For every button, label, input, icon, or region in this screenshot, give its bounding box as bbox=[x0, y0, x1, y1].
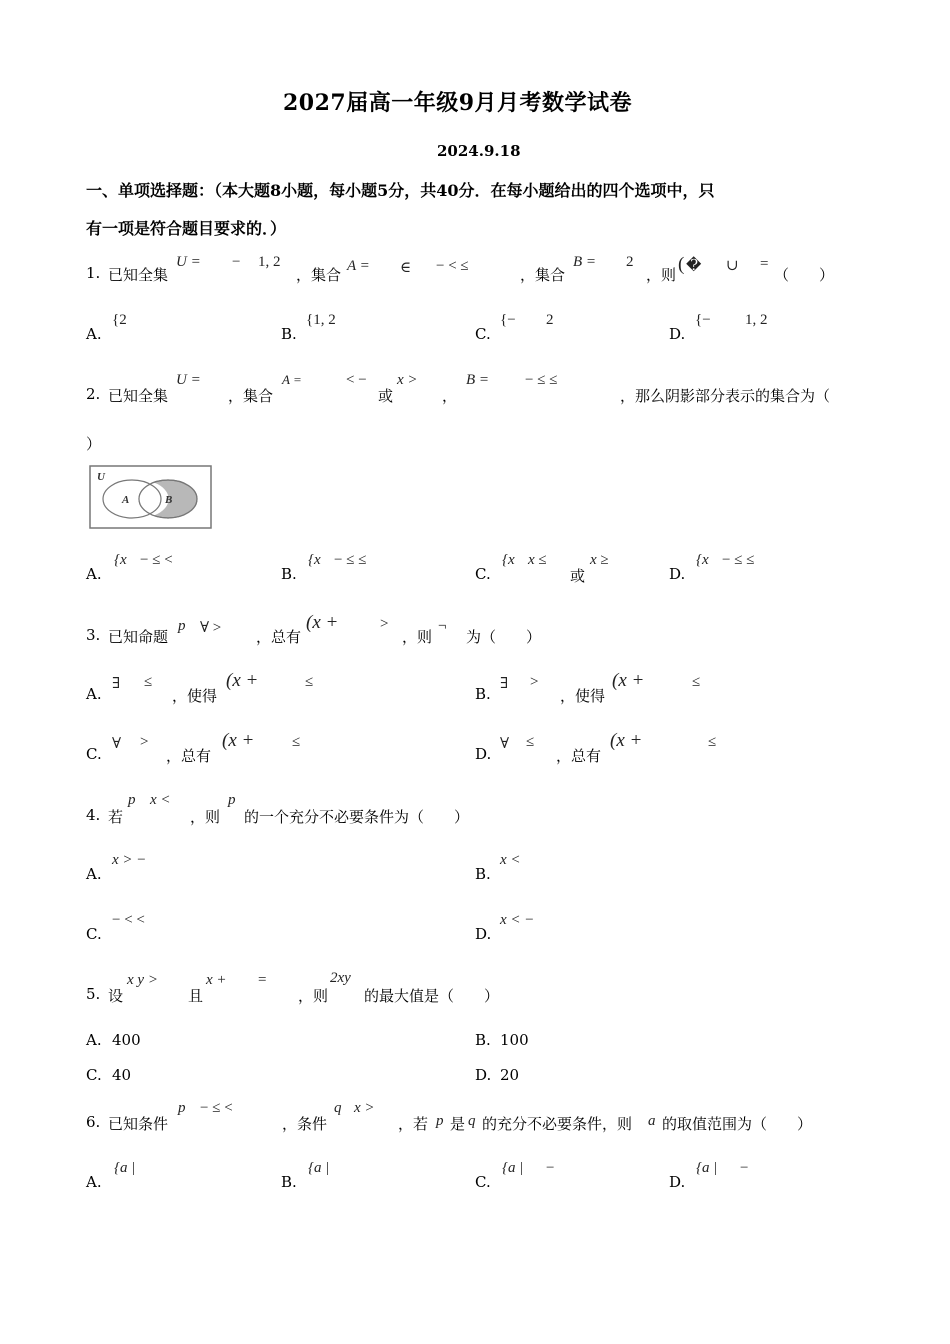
math-expression: p bbox=[178, 1100, 186, 1116]
math-expression: q bbox=[334, 1100, 342, 1116]
option-label: C. bbox=[86, 745, 102, 763]
math-expression: x > bbox=[354, 1100, 375, 1116]
venn-label-b: B bbox=[165, 494, 173, 506]
venn-label-u: U bbox=[97, 471, 105, 483]
option-label: C. bbox=[86, 1066, 102, 1084]
option-expression: {2 bbox=[112, 312, 127, 328]
math-expression: � bbox=[686, 258, 702, 274]
math-expression: > bbox=[380, 616, 389, 632]
math-expression: x > bbox=[397, 372, 418, 388]
question-text: ，集合 bbox=[228, 387, 274, 405]
option-label: B. bbox=[281, 1173, 297, 1191]
question-text: ，则 bbox=[298, 987, 329, 1005]
question-text: ，则 bbox=[402, 628, 433, 646]
question-text: 的一个充分不必要条件为（ ） bbox=[244, 808, 470, 826]
option-expression: ∀ bbox=[500, 736, 510, 752]
option-expression: {a | bbox=[696, 1160, 718, 1176]
option-label: C. bbox=[475, 1173, 491, 1191]
question-number: 2. bbox=[86, 385, 101, 403]
option-expression: > bbox=[530, 674, 539, 690]
question-text: ，则 bbox=[190, 808, 221, 826]
option-label: D. bbox=[475, 925, 492, 943]
question-text: ，集合 bbox=[296, 266, 342, 284]
option-label: B. bbox=[475, 1031, 491, 1049]
question-text: 的最大值是（ ） bbox=[364, 987, 500, 1005]
math-expression: a bbox=[648, 1113, 656, 1129]
option-expression: {1, 2 bbox=[306, 312, 336, 328]
option-label: D. bbox=[669, 565, 686, 583]
math-expression: < − bbox=[346, 372, 367, 388]
question-text: 的取值范围为（ ） bbox=[662, 1115, 813, 1133]
option-expression: − bbox=[740, 1160, 749, 1176]
math-expression: − ≤ < bbox=[200, 1100, 233, 1116]
option-expression: x < bbox=[500, 852, 521, 868]
option-text: ，使得 bbox=[560, 687, 606, 705]
option-expression: ≤ bbox=[144, 674, 153, 690]
answer-parentheses: （ ） bbox=[774, 266, 835, 284]
option-expression: {a | bbox=[502, 1160, 524, 1176]
question-text: ，条件 bbox=[282, 1115, 328, 1133]
math-expression: − ≤ ≤ bbox=[525, 372, 558, 388]
math-expression: = bbox=[258, 972, 267, 988]
section-heading-line2: 有一项是符合题目要求的．） bbox=[86, 219, 287, 238]
math-expression: x + bbox=[206, 972, 227, 988]
option-expression: {x bbox=[696, 552, 709, 568]
option-text: 或 bbox=[570, 567, 586, 585]
option-label: C. bbox=[86, 925, 102, 943]
math-expression: p bbox=[228, 792, 236, 808]
option-label: B. bbox=[475, 865, 491, 883]
math-expression: p bbox=[128, 792, 136, 808]
option-expression: 2 bbox=[546, 312, 554, 328]
option-expression: − ≤ ≤ bbox=[722, 552, 755, 568]
option-expression: ≤ bbox=[292, 734, 301, 750]
question-text: ，集合 bbox=[520, 266, 566, 284]
option-expression: ≤ bbox=[708, 734, 717, 750]
question-number: 1. bbox=[86, 264, 101, 282]
exam-date: 2024.9.18 bbox=[437, 142, 521, 160]
math-expression: ( bbox=[678, 254, 685, 275]
math-expression: (x + bbox=[306, 612, 339, 633]
option-expression: {x bbox=[114, 552, 127, 568]
option-label: B. bbox=[281, 565, 297, 583]
math-expression: x y > bbox=[127, 972, 158, 988]
option-text: ，使得 bbox=[172, 687, 218, 705]
option-value: 400 bbox=[112, 1031, 141, 1049]
option-expression: (x + bbox=[226, 670, 259, 691]
option-label: A. bbox=[86, 565, 102, 583]
question-text: ，若 bbox=[398, 1115, 429, 1133]
option-expression: ∀ bbox=[112, 736, 122, 752]
question-text: 已知条件 bbox=[108, 1115, 169, 1133]
option-expression: (x + bbox=[610, 730, 643, 751]
question-number: 3. bbox=[86, 626, 101, 644]
math-expression: ∀ > bbox=[200, 620, 222, 636]
math-expression: ∪ bbox=[726, 258, 739, 274]
option-expression: ≤ bbox=[692, 674, 701, 690]
option-expression: ∃ bbox=[500, 676, 509, 692]
option-value: 100 bbox=[500, 1031, 529, 1049]
question-text: ，那么阴影部分表示的集合为（ bbox=[620, 387, 831, 405]
option-label: A. bbox=[86, 865, 102, 883]
math-expression: 2 bbox=[626, 254, 634, 270]
math-expression: ¬ bbox=[438, 618, 447, 634]
option-label: C. bbox=[475, 325, 491, 343]
option-expression: (x + bbox=[612, 670, 645, 691]
question-text: ，总有 bbox=[256, 628, 302, 646]
question-text: 已知全集 bbox=[108, 387, 169, 405]
option-expression: (x + bbox=[222, 730, 255, 751]
question-number: 5. bbox=[86, 985, 101, 1003]
math-expression: p bbox=[436, 1113, 444, 1129]
option-expression: x > − bbox=[112, 852, 147, 868]
option-expression: > bbox=[140, 734, 149, 750]
question-text: 设 bbox=[108, 987, 124, 1005]
question-text: ， bbox=[442, 387, 458, 405]
option-text: ，总有 bbox=[166, 747, 212, 765]
option-expression: {x bbox=[502, 552, 515, 568]
option-label: D. bbox=[475, 745, 492, 763]
math-expression: U = bbox=[176, 254, 201, 270]
option-label: A. bbox=[86, 1031, 102, 1049]
option-expression: {− bbox=[500, 312, 516, 328]
question-text: ，则 bbox=[646, 266, 677, 284]
option-expression: {− bbox=[695, 312, 711, 328]
math-expression: − bbox=[232, 254, 241, 270]
option-label: D. bbox=[669, 1173, 686, 1191]
option-expression: ≤ bbox=[526, 734, 535, 750]
venn-label-a: A bbox=[122, 494, 130, 506]
option-label: B. bbox=[475, 685, 491, 703]
question-number: 4. bbox=[86, 806, 101, 824]
math-expression: A = bbox=[347, 258, 370, 274]
venn-diagram bbox=[88, 464, 214, 530]
question-text: 已知全集 bbox=[108, 266, 169, 284]
option-value: 20 bbox=[500, 1066, 520, 1084]
option-label: A. bbox=[86, 325, 102, 343]
question-text: ） bbox=[86, 435, 102, 453]
option-expression: {a | bbox=[308, 1160, 330, 1176]
math-expression: − < ≤ bbox=[436, 258, 469, 274]
math-expression: B = bbox=[466, 372, 490, 388]
option-expression: 1, 2 bbox=[745, 312, 768, 328]
option-label: D. bbox=[669, 325, 686, 343]
question-text: 已知命题 bbox=[108, 628, 169, 646]
option-expression: − ≤ < bbox=[140, 552, 173, 568]
option-label: A. bbox=[86, 1173, 102, 1191]
question-text: 是 bbox=[450, 1115, 466, 1133]
math-expression: q bbox=[468, 1113, 476, 1129]
option-expression: {x bbox=[308, 552, 321, 568]
math-expression: x < bbox=[150, 792, 171, 808]
option-label: C. bbox=[475, 565, 491, 583]
question-text: 或 bbox=[378, 387, 394, 405]
option-text: ，总有 bbox=[556, 747, 602, 765]
question-text: 为（ ） bbox=[466, 628, 542, 646]
option-expression: x ≥ bbox=[590, 552, 609, 568]
option-expression: {a | bbox=[114, 1160, 136, 1176]
question-number: 6. bbox=[86, 1113, 101, 1131]
option-expression: x ≤ bbox=[528, 552, 547, 568]
option-expression: ∃ bbox=[112, 676, 121, 692]
option-expression: ≤ bbox=[305, 674, 314, 690]
question-text: 且 bbox=[188, 987, 204, 1005]
question-text: 的充分不必要条件，则 bbox=[482, 1115, 633, 1133]
option-expression: x < − bbox=[500, 912, 535, 928]
math-expression: B = bbox=[573, 254, 597, 270]
option-expression: − < < bbox=[112, 912, 145, 928]
option-label: D. bbox=[475, 1066, 492, 1084]
math-expression: U = bbox=[176, 372, 201, 388]
question-text: 若 bbox=[108, 808, 124, 826]
math-expression: A = bbox=[282, 372, 302, 387]
option-label: B. bbox=[281, 325, 297, 343]
math-expression: = bbox=[760, 256, 769, 272]
option-value: 40 bbox=[112, 1066, 132, 1084]
page-title: 2027届高一年级9月月考数学试卷 bbox=[283, 90, 633, 116]
math-expression: p bbox=[178, 618, 186, 634]
math-expression: 2xy bbox=[330, 970, 351, 986]
option-label: A. bbox=[86, 685, 102, 703]
option-expression: − ≤ ≤ bbox=[334, 552, 367, 568]
math-expression: 1, 2 bbox=[258, 254, 281, 270]
math-expression: ∈ bbox=[400, 260, 412, 276]
option-expression: − bbox=[546, 1160, 555, 1176]
section-heading-line1: 一、单项选择题：（本大题8小题，每小题5分，共40分．在每小题给出的四个选项中，只 bbox=[86, 181, 715, 200]
